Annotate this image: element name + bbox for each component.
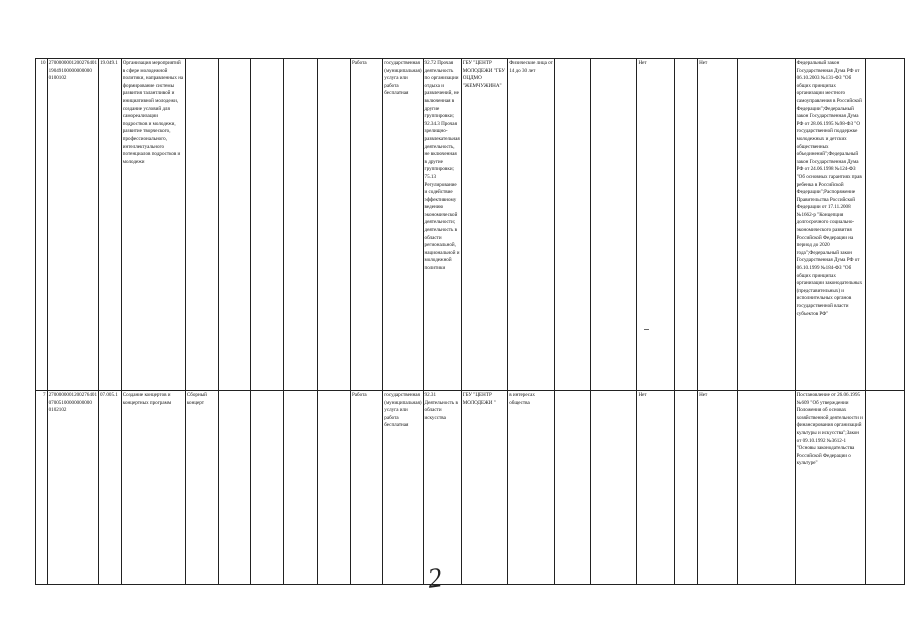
empty-cell <box>675 59 698 391</box>
service-content: Сборный концерт <box>185 391 218 585</box>
empty-cell <box>283 391 317 585</box>
registry-table <box>35 58 905 585</box>
activity-codes: 92.31 Деятельность в области искусства <box>423 391 461 585</box>
empty-cell <box>555 59 591 391</box>
activity-codes: 92.72 Прочая деятельность по организации отдыха и развлечений, не включенная в другие группировки; 92.34.3 Прочая зрелищно-развлекательная деятельность, не включенная в другие группировки; 75.13 Регулирование и содействие эффективному ведению экономической деятельности; деятельность в области региональной, национальной и молодежной политики <box>423 59 461 391</box>
stray-mark <box>644 329 649 330</box>
service-type: Работа <box>350 59 382 391</box>
empty-cell <box>591 391 637 585</box>
empty-cell <box>318 59 351 391</box>
service-content <box>185 59 218 391</box>
empty-cell <box>737 391 795 585</box>
institution: ГБУ "ЦЕНТР МОЛОДЕЖИ "ГБУ ОЦДМО "ЖЕМЧУЖИНА" <box>461 59 507 391</box>
empty-cell <box>251 59 284 391</box>
okved-code: 19.049.1 <box>98 59 121 391</box>
okved-code: 07.005.1 <box>98 391 121 585</box>
consumers: в интересах общества <box>508 391 555 585</box>
legal-basis: Постановление от 26.06.1995 №609 "Об утверждении Положения об основах хозяйственной деятельности и финансирования организаций культуры и искусства";Закон от 09.10.1992 №3612-1 "Основы законодательства Российской Федерации о культуре" <box>795 391 865 585</box>
row-number: 7 <box>36 391 48 585</box>
table-row <box>36 391 905 585</box>
service-type: Работа <box>350 391 382 585</box>
consumers: Физические лица от 14 до 30 лет <box>508 59 555 391</box>
table-row <box>36 59 905 391</box>
empty-cell <box>251 391 284 585</box>
empty-cell <box>737 59 795 391</box>
flag-cell: Нет <box>698 59 738 391</box>
flag-cell: Нет <box>637 59 675 391</box>
empty-cell <box>218 59 251 391</box>
empty-cell <box>218 391 251 585</box>
empty-cell <box>865 59 904 391</box>
row-number: 10 <box>36 59 48 391</box>
empty-cell <box>591 59 637 391</box>
page-number: 2 <box>425 562 445 595</box>
institution: ГБУ "ЦЕНТР МОЛОДЕЖИ " <box>461 391 507 585</box>
paid-status: государственная (муниципальная) услуга или работа бесплатная <box>383 59 423 391</box>
service-name: Организация мероприятий в сфере молодежной политики, направленных на формирование системы развития талантливой и инициативной молодежи, создание условий для самореализации подростков и молодежи, развитие творческого, профессионального, интеллектуального потенциалов подростков и молодежи <box>121 59 185 391</box>
paid-status: государственная (муниципальная) услуга или работа бесплатная <box>383 391 423 585</box>
flag-cell: Нет <box>698 391 738 585</box>
empty-cell <box>283 59 317 391</box>
registry-code: 2700000001200276401 07005100000000000 0102102 <box>47 391 98 585</box>
service-name: Создание концертов и концертных программ <box>121 391 185 585</box>
empty-cell <box>555 391 591 585</box>
flag-cell: Нет <box>637 391 675 585</box>
legal-basis: Федеральный закон Государственная Дума РФ от 06.10.2003 №131-ФЗ "Об общих принципах организации местного самоуправления в Российской Федерации";Федеральный закон Государственная Дума РФ от 28.06.1995 №98-ФЗ "О государственной поддержке молодежных и детских общественных объединений";Федеральный закон Государственная Дума РФ от 24.06.1998 №124-ФЗ "Об основных гарантиях прав ребенка в Российской Федерации";Распоряжение Правительства Российской Федерации от 17.11.2008 №1662-р "Концепция долгосрочного социально-экономического развития Российской Федерации на период до 2020 года";Федеральный закон Государственная Дума РФ от 06.10.1999 №184-ФЗ "Об общих принципах организации законодательных (представительных) и исполнительных органов государственной власти субъектов РФ" <box>795 59 865 391</box>
registry-code: 2700000001200276401 19049100000000000 0100102 <box>47 59 98 391</box>
empty-cell <box>318 391 351 585</box>
empty-cell <box>865 391 904 585</box>
empty-cell <box>675 391 698 585</box>
